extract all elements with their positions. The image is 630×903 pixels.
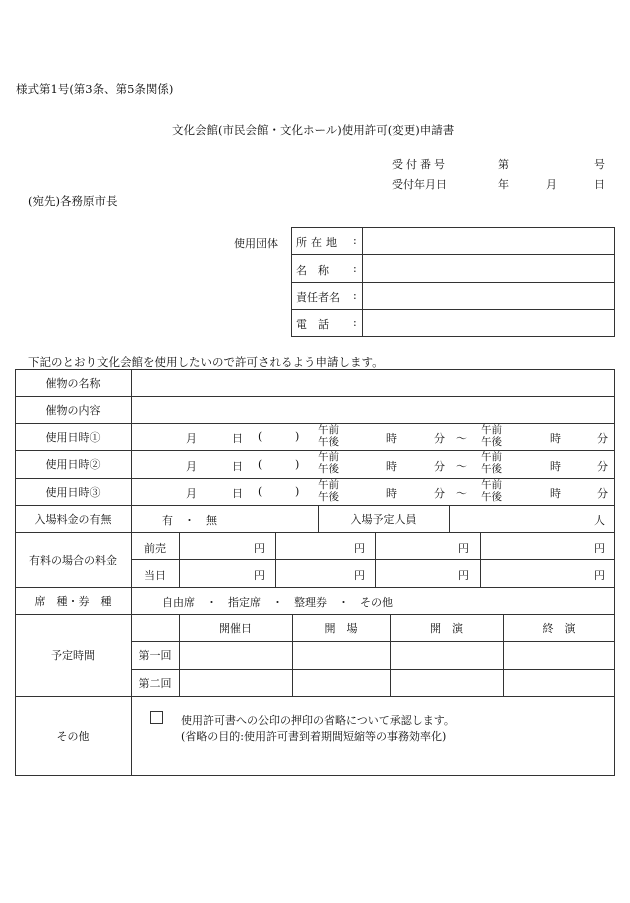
hour-unit: 時 bbox=[386, 432, 397, 445]
name-field[interactable] bbox=[364, 258, 612, 278]
use-date-label: 使用日時① bbox=[45, 430, 101, 444]
paren-close: ) bbox=[295, 485, 300, 498]
am-option[interactable]: 午前 bbox=[318, 424, 339, 436]
page-title: 文化会館(市民会館・文化ホール)使用許可(変更)申請書 bbox=[172, 123, 455, 137]
consent-note: (省略の目的:使用許可書到着期間短縮等の事務効率化) bbox=[181, 730, 447, 743]
seats-label: 席 種・券 種 bbox=[34, 594, 112, 608]
phone-field[interactable] bbox=[364, 312, 612, 332]
use-date-label: 使用日時③ bbox=[45, 485, 101, 499]
minute-unit: 分 bbox=[597, 487, 608, 500]
hour-unit: 時 bbox=[386, 460, 397, 473]
receipt-number-label: 受付番号 bbox=[392, 158, 448, 171]
yen-unit: 円 bbox=[354, 569, 365, 582]
event-content-label: 催物の内容 bbox=[45, 403, 101, 417]
event-name-label: 催物の名称 bbox=[45, 376, 101, 390]
month-unit: 月 bbox=[186, 432, 197, 445]
pm-option[interactable]: 午後 bbox=[318, 491, 339, 503]
yen-unit: 円 bbox=[354, 542, 365, 555]
pm-option[interactable]: 午後 bbox=[481, 491, 502, 503]
day-unit: 日 bbox=[232, 460, 243, 473]
pm-option[interactable]: 午後 bbox=[481, 436, 502, 448]
yen-unit: 円 bbox=[594, 569, 605, 582]
event-name-field[interactable] bbox=[133, 371, 613, 394]
receipt-date-label: 受付年月日 bbox=[392, 178, 447, 191]
receipt-number-prefix: 第 bbox=[498, 158, 509, 171]
minute-unit: 分 bbox=[434, 460, 445, 473]
schedule-row-first: 第一回 bbox=[138, 649, 172, 662]
paren-open: ( bbox=[258, 485, 263, 498]
pm-option[interactable]: 午後 bbox=[481, 463, 502, 475]
tilde: ～ bbox=[456, 432, 467, 445]
consent-checkbox[interactable] bbox=[150, 711, 163, 724]
minute-unit: 分 bbox=[434, 487, 445, 500]
admission-options[interactable]: 有 ・ 無 bbox=[162, 514, 217, 527]
colon-4: : bbox=[353, 316, 357, 329]
person-unit: 人 bbox=[594, 514, 605, 527]
tilde: ～ bbox=[456, 487, 467, 500]
schedule-header-start: 開 演 bbox=[430, 621, 463, 635]
hour-unit: 時 bbox=[550, 487, 561, 500]
yen-unit: 円 bbox=[458, 542, 469, 555]
hour-unit: 時 bbox=[550, 432, 561, 445]
pm-option[interactable]: 午後 bbox=[318, 463, 339, 475]
hour-unit: 時 bbox=[386, 487, 397, 500]
organization-label: 使用団体 bbox=[234, 237, 278, 250]
minute-unit: 分 bbox=[597, 460, 608, 473]
schedule-header-date: 開催日 bbox=[219, 621, 252, 635]
address-field[interactable] bbox=[364, 230, 612, 250]
am-option[interactable]: 午前 bbox=[318, 479, 339, 491]
receipt-year: 年 bbox=[498, 178, 509, 191]
schedule-label: 予定時間 bbox=[51, 649, 95, 662]
paren-open: ( bbox=[258, 430, 263, 443]
yen-unit: 円 bbox=[254, 542, 265, 555]
advance-label: 前売 bbox=[144, 542, 166, 555]
month-unit: 月 bbox=[186, 460, 197, 473]
day-unit: 日 bbox=[232, 432, 243, 445]
manager-label: 責任者名 bbox=[296, 291, 340, 304]
colon-1: : bbox=[353, 234, 357, 247]
tilde: ～ bbox=[456, 460, 467, 473]
month-unit: 月 bbox=[186, 487, 197, 500]
receipt-number-suffix: 号 bbox=[594, 158, 605, 171]
fee-label: 有料の場合の料金 bbox=[29, 553, 117, 567]
expected-attendance-label: 入場予定人員 bbox=[350, 512, 417, 526]
schedule-header-end: 終 演 bbox=[542, 621, 576, 635]
am-option[interactable]: 午前 bbox=[318, 451, 339, 463]
yen-unit: 円 bbox=[254, 569, 265, 582]
consent-text: 使用許可書への公印の押印の省略について承認します。 bbox=[181, 714, 455, 727]
seats-options[interactable]: 自由席 ・ 指定席 ・ 整理券 ・ その他 bbox=[162, 596, 393, 609]
minute-unit: 分 bbox=[434, 432, 445, 445]
am-option[interactable]: 午前 bbox=[481, 479, 502, 491]
colon-3: : bbox=[353, 289, 357, 302]
form-code: 様式第1号(第3条、第5条関係) bbox=[16, 82, 174, 96]
receipt-month: 月 bbox=[546, 178, 557, 191]
am-option[interactable]: 午前 bbox=[481, 424, 502, 436]
admission-label: 入場料金の有無 bbox=[34, 512, 112, 526]
colon-2: : bbox=[353, 262, 357, 275]
day-unit: 日 bbox=[232, 487, 243, 500]
paren-open: ( bbox=[258, 458, 263, 471]
event-content-field[interactable] bbox=[133, 398, 613, 421]
yen-unit: 円 bbox=[458, 569, 469, 582]
am-option[interactable]: 午前 bbox=[481, 451, 502, 463]
schedule-row-second: 第二回 bbox=[138, 676, 172, 690]
address-label: 所在地 bbox=[296, 236, 341, 249]
pm-option[interactable]: 午後 bbox=[318, 436, 339, 448]
hour-unit: 時 bbox=[550, 460, 561, 473]
addressee: (宛先)各務原市長 bbox=[28, 194, 118, 208]
other-label: その他 bbox=[56, 730, 90, 743]
intro-text: 下記のとおり文化会館を使用したいので許可されるよう申請します。 bbox=[28, 355, 384, 369]
use-date-label: 使用日時② bbox=[45, 458, 101, 471]
manager-field[interactable] bbox=[364, 285, 612, 305]
yen-unit: 円 bbox=[594, 542, 605, 555]
phone-label: 電 話 bbox=[296, 318, 329, 331]
minute-unit: 分 bbox=[597, 432, 608, 445]
name-label: 名 称 bbox=[296, 264, 329, 277]
same-day-label: 当日 bbox=[144, 569, 166, 582]
paren-close: ) bbox=[295, 458, 300, 471]
receipt-day: 日 bbox=[594, 178, 605, 191]
paren-close: ) bbox=[295, 430, 300, 443]
schedule-header-open: 開 場 bbox=[324, 621, 358, 635]
